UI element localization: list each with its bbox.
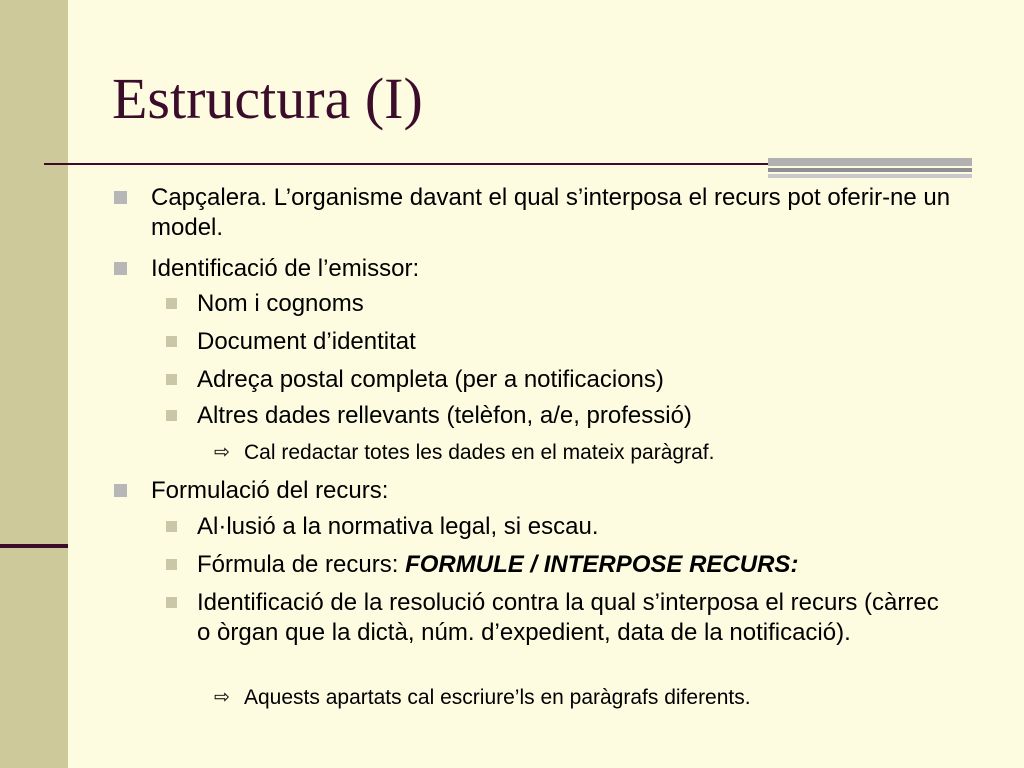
list-item: Altres dades rellevants (telèfon, a/e, professió): [197, 401, 957, 431]
list-item: ⇨ Cal redactar totes les dades en el mateix paràgraf.: [214, 441, 715, 464]
square-bullet-icon: [166, 410, 177, 421]
square-bullet-icon: [166, 559, 177, 570]
decorative-bars: [768, 158, 972, 180]
list-item: Document d’identitat: [197, 327, 957, 357]
square-bullet-icon: [166, 521, 177, 532]
list-item: Capçalera. L’organisme davant el qual s’interposa el recurs pot oferir-ne un model.: [151, 183, 971, 243]
list-item: ⇨ Aquests apartats cal escriure’ls en paràgrafs diferents.: [214, 686, 751, 709]
side-accent-bar: [0, 544, 68, 548]
list-item: Identificació de la resolució contra la qual s’interposa el recurs (càrrec o òrgan que la dictà, núm. d’expedient, data de la notificació).: [197, 588, 957, 648]
side-band: [0, 0, 68, 768]
list-item: Adreça postal completa (per a notificacions): [197, 365, 957, 395]
list-item: Formulació del recurs:: [151, 476, 971, 506]
square-bullet-icon: [166, 597, 177, 608]
arrow-bullet-icon: ⇨: [214, 687, 230, 708]
square-bullet-icon: [114, 262, 127, 275]
list-item: Al·lusió a la normativa legal, si escau.: [197, 512, 957, 542]
emphasis-text: FORMULE / INTERPOSE RECURS:: [405, 551, 799, 578]
slide-title: Estructura (I): [112, 66, 423, 131]
list-item: Fórmula de recurs: FORMULE / INTERPOSE RECURS:: [197, 550, 957, 580]
square-bullet-icon: [166, 374, 177, 385]
list-item: Nom i cognoms: [197, 289, 957, 319]
square-bullet-icon: [166, 298, 177, 309]
arrow-bullet-icon: ⇨: [214, 442, 230, 463]
square-bullet-icon: [166, 336, 177, 347]
square-bullet-icon: [114, 191, 127, 204]
list-item: Identificació de l’emissor:: [151, 254, 971, 284]
title-divider: [44, 163, 776, 165]
square-bullet-icon: [114, 484, 127, 497]
